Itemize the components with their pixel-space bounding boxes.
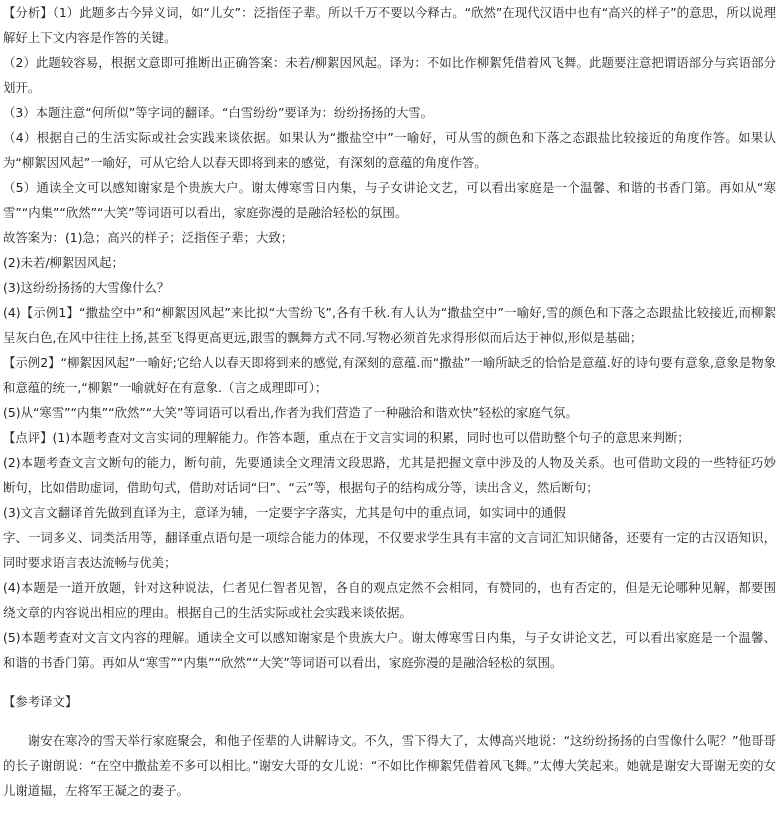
answer-5: (5)从“寒雪”“内集”“欣然”“大笑”等词语可以看出,作者为我们营造了一种融洽和谐欢快”轻松的家庭气氛。 — [3, 405, 578, 420]
answer-3: (3)这纷纷扬扬的大雪像什么？ — [3, 280, 170, 295]
comment-section — [3, 425, 776, 675]
answer-section — [3, 225, 776, 425]
comment-5: (5)本题考查对文言文内容的理解。通读全文可以感知谢家是个贵族大户。谢太傅寒雪日内集，与子女讲论文艺，可以看出家庭是一个温馨、和谐的书香门第。再如从“寒雪”“内集”“欣然”“大笑”等词语可以看出，家庭弥漫的是融洽轻松的氛围。 — [3, 630, 776, 670]
comment-3a: (3)文言文翻译首先做到直译为主，意译为辅，一定要字字落实，尤其是句中的重点词，如实词中的通假 — [3, 505, 566, 520]
analysis-point-4: （4）根据自己的生活实际或社会实践来谈依据。如果认为“撒盐空中”一喻好，可从雪的颜色和下落之态跟盐比较接近的角度作答。如果认为“柳絮因风起”一喻好，可从它给人以春天即将到来的感觉，有深刻的意蕴的角度作答。 — [3, 130, 776, 170]
comment-3b: 字、一词多义、词类活用等，翻译重点语句是一项综合能力的体现，不仅要求学生具有丰富的文言词汇知识储备，还要有一定的古汉语知识，同时要求语言表达流畅与优美； — [3, 530, 776, 570]
comment-4: (4)本题是一道开放题，针对这种说法，仁者见仁智者见智，各自的观点定然不会相同，有赞同的，也有否定的，但是无论哪种见解，都要围绕文章的内容说出相应的理由。根据自己的生活实际或社会实践来谈依据。 — [3, 580, 776, 620]
translation-body: 谢安在寒冷的雪天举行家庭聚会，和他子侄辈的人讲解诗文。不久，雪下得大了，太傅高兴地说：“这纷纷扬扬的白雪像什么呢？”他哥哥的长子谢朗说：“在空中撒盐差不多可以相比。”谢安大哥的女儿说：“不如比作柳絮凭借着风飞舞。”太傅大笑起来。她就是谢安大哥谢无奕的女儿谢道韫，左将军王凝之的妻子。 — [3, 733, 776, 798]
translation-section — [3, 689, 776, 803]
analysis-point-1: 【分析】（1）此题多古今异义词，如“儿女”：泛指侄子辈。所以千万不要以今释古。“欣然”在现代汉语中也有“高兴的样子”的意思，所以说理解好上下文内容是作答的关键。 — [3, 5, 776, 45]
answer-summary: 故答案为：(1)急；高兴的样子；泛指侄子辈；大致； — [3, 230, 294, 245]
title-gap — [3, 714, 776, 728]
analysis-point-5: （5）通读全文可以感知谢家是个贵族大户。谢太傅寒雪日内集，与子女讲论文艺，可以看出家庭是一个温馨、和谐的书香门第。再如从“寒雪”“内集”“欣然”“大笑”等词语可以看出，家庭弥漫的是融洽轻松的氛围。 — [3, 180, 776, 220]
analysis-point-3: （3）本题注意“何所似”等字词的翻译。“白雪纷纷”要译为：纷纷扬扬的大雪。 — [3, 105, 434, 120]
answer-4-example-2: 【示例2】“柳絮因风起”一喻好;它给人以春天即将到来的感觉,有深刻的意蕴.而“撒盐”一喻所缺乏的恰恰是意蕴.好的诗句要有意象,意象是物象和意蕴的统一,“柳絮”一喻就好在有意象.（言之成理即可）； — [3, 355, 776, 395]
comment-1: 【点评】(1)本题考查对文言实词的理解能力。作答本题，重点在于文言实词的积累，同时也可以借助整个句子的意思来判断； — [3, 430, 690, 445]
translation-title: 【参考译文】 — [3, 694, 78, 709]
answer-4-example-1: (4)【示例1】“撒盐空中”和“柳絮因风起”来比拟“大雪纷飞”,各有千秋.有人认为“撒盐空中”一喻好,雪的颜色和下落之态跟盐比较接近,而柳絮呈灰白色,在风中往往上扬,甚至飞得更高更远,跟雪的飘舞方式不同.写物必须首先求得形似而后达于神似,形似是基础； — [3, 305, 776, 345]
section-gap — [3, 675, 776, 689]
analysis-point-2: （2）此题较容易，根据文意即可推断出正确答案：未若/柳絮因风起。译为：不如比作柳絮凭借着风飞舞。此题要注意把谓语部分与宾语部分划开。 — [3, 55, 776, 95]
analysis-section — [3, 0, 776, 225]
answer-2: (2)未若/柳絮因风起； — [3, 255, 124, 270]
comment-2: (2)本题考查文言文断句的能力，断句前，先要通读全文理清文段思路，尤其是把握文章中涉及的人物及关系。也可借助文段的一些特征巧妙断句，比如借助虚词，借助句式，借助对话词“曰”、“云”等，根据句子的结构成分等，读出含义，然后断句； — [3, 455, 776, 495]
